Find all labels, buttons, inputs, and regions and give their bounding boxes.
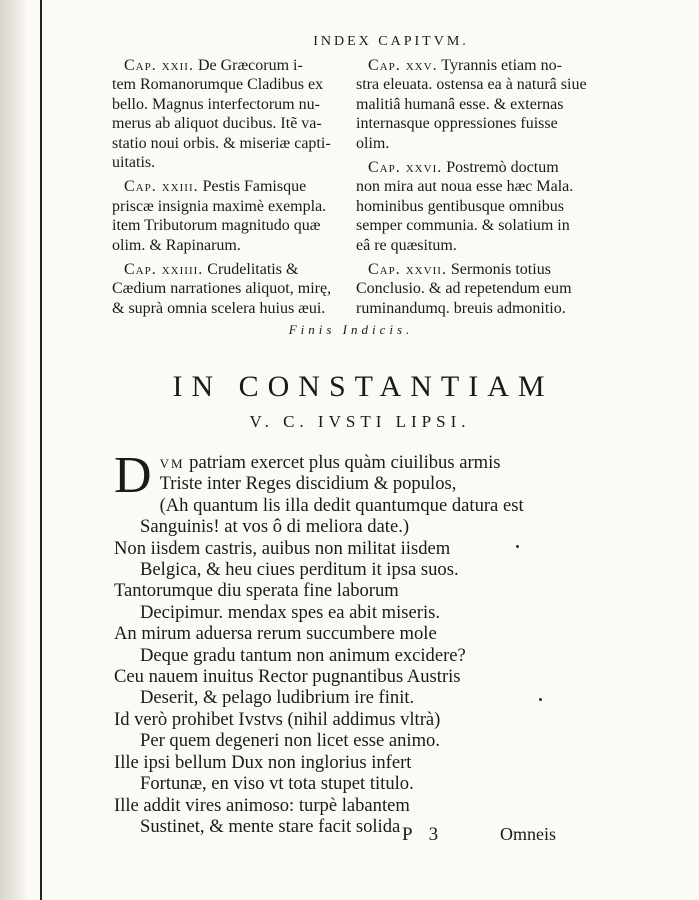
poem-line: An mirum aduersa rerum succumbere mole (114, 623, 437, 645)
index-line: statio noui orbis. & miseriæ capti- (112, 134, 331, 152)
page-binding-edge (40, 0, 42, 900)
index-line: Postremò doctum (446, 159, 559, 177)
index-line: Conclusio. & ad repetendum eum (356, 280, 572, 298)
poem-line: Fortunæ, en viso vt tota stupet titulo. (140, 773, 414, 795)
poem-line: Ille addit vires animoso: turpè labantem (114, 794, 410, 816)
index-line: hominibus gentibusque omnibus (356, 197, 564, 215)
index-line: olim. (356, 134, 390, 152)
poem-line: Decipimur. mendax spes ea abit miseris. (140, 601, 441, 623)
index-line: semper communia. & solatium in (356, 217, 570, 235)
index-entry-cap-25 (356, 56, 588, 153)
poem-body (114, 447, 574, 837)
chapter-number: Cap. xxiiii. (124, 261, 204, 279)
index-line: Sermonis totius (450, 261, 551, 279)
index-line: Cædium narrationes aliquot, mirę, (112, 280, 332, 298)
poem-line: (Ah quantum lis illa dedit quantumque datura est (159, 494, 524, 516)
index-line: tem Romanorumque Cladibus ex (112, 76, 324, 94)
chapter-number: Cap. xxii. (124, 57, 194, 74)
poem-line: Id verò prohibet Ivstvs (nihil addimus vltrà) (114, 708, 441, 730)
poem-line: Sanguinis! at vos ô di meliora date.) (140, 516, 410, 538)
poem-line: Belgica, & heu ciues perditum it ipsa suos. (140, 559, 459, 581)
poem-line: Per quem degeneri non licet esse animo. (140, 730, 440, 752)
poem-line: Triste inter Reges discidium & populos, (159, 473, 457, 495)
index-line: priscæ insignia maximè exempla. (112, 197, 327, 215)
index-line: malitiâ humanâ esse. & externas (356, 95, 564, 113)
index-line: ruminandumq. breuis admonitio. (356, 299, 566, 317)
ink-speck (539, 698, 542, 701)
poem-line: Deque gradu tantum non animum excidere? (140, 644, 466, 666)
index-entry-cap-27 (356, 260, 588, 318)
chapter-number: Cap. xxvii. (368, 261, 447, 279)
chapter-number: Cap. xxvi. (368, 159, 443, 177)
index-line: Pestis Famisque (202, 178, 307, 196)
index-entry-cap-23 (112, 177, 348, 255)
poem-line: Deserit, & pelago ludibrium ire finit. (140, 687, 415, 709)
index-left-column (112, 56, 348, 323)
index-line: uitatis. (112, 154, 156, 172)
index-line: bello. Magnus interfectorum nu- (112, 95, 320, 113)
poem-line: Tantorumque diu sperata fine laborum (114, 580, 399, 602)
signature-mark: P 3 (402, 824, 445, 845)
chapter-number: Cap. xxiii. (124, 178, 199, 196)
poem-line: Ceu nauem inuitus Rector pugnantibus Austris (114, 666, 461, 688)
index-entry-cap-26 (356, 158, 588, 255)
poem-line: Ille ipsi bellum Dux non inglorius infert (114, 751, 412, 773)
catchword: Omneis (500, 824, 556, 844)
ink-speck (516, 545, 519, 548)
running-header: INDEX CAPITVM. (313, 34, 469, 49)
poem-line: Non iisdem castris, auibus non militat iisdem (114, 537, 451, 559)
first-word-smallcaps: vm (159, 452, 185, 473)
index-line: item Tributorum magnitudo quæ (112, 217, 321, 235)
index-line: merus ab aliquot ducibus. Itẽ va- (112, 115, 322, 133)
index-line: eâ re quæsitum. (356, 236, 457, 254)
finis-indicis: Finis Indicis. (288, 322, 414, 337)
index-line: olim. & Rapinarum. (112, 236, 241, 254)
poem-line: Sustinet, & mente stare facit solida (140, 815, 401, 837)
drop-capital: D (114, 447, 152, 504)
index-entry-cap-22 (112, 56, 348, 172)
index-line: non mira aut noua esse hæc Mala. (356, 178, 574, 196)
index-line: De Græcorum i- (197, 57, 303, 74)
index-entry-cap-24 (112, 260, 348, 318)
poem-line-text: patriam exercet plus quàm ciuilibus armis (184, 452, 501, 473)
index-line: Tyrannis etiam no- (441, 57, 562, 74)
index-right-column (356, 56, 588, 323)
index-line: internasque oppressiones fuisse (356, 115, 558, 133)
chapter-number: Cap. xxv. (368, 57, 438, 74)
poem-title: IN CONSTANTIAM (172, 370, 554, 403)
index-line: & suprà omnia scelera huius æui. (112, 299, 326, 317)
poem-subtitle: V. C. IVSTI LIPSI. (249, 412, 471, 431)
index-line: Crudelitatis & (207, 261, 299, 279)
index-line: stra eleuata. ostensa ea à naturâ siue (356, 76, 587, 94)
page-binding-shadow (0, 0, 28, 900)
